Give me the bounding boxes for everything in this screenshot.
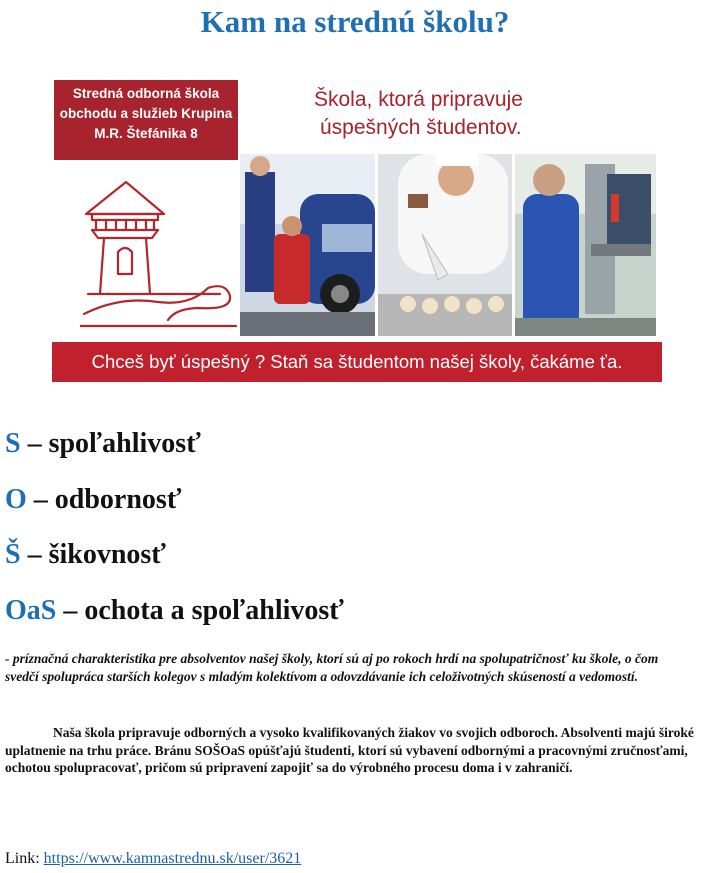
school-banner — [52, 74, 662, 386]
pastry-chef-photo — [378, 154, 512, 336]
page-title: Kam na strednú školu? — [200, 4, 510, 39]
photo-strip — [240, 154, 656, 336]
acronym-letter: O — [5, 484, 27, 515]
machinist-photo — [515, 154, 656, 336]
acronym-meaning: – odbornosť — [26, 484, 182, 515]
acronym-meaning: – spoľahlivosť — [20, 428, 201, 459]
school-name-box — [54, 80, 238, 160]
school-paragraph: Naša škola pripravuje odborných a vysoko kvalifikovaných žiakov vo svojich odboroch. Absolventi majú široké uplatnenie na trhu práce. Bránu SOŠOaS opúšťajú študenti, ktorí sú vybavení odbornými a pracovnými zručnosťami, ochotou spolupracovať, pričom sú pripravení zapojiť sa do výrobného procesu doma i v zahraničí. — [5, 725, 694, 775]
description-text: - príznačná charakteristika pre absolventov našej školy, ktorí sú aj po rokoch hrdí na spolupatričnosť ku škole, o čom svedčí spolupráca starších kolegov s mladým kolektívom a odovzdávanie ich celoživotných skúseností a vedomostí. — [5, 651, 659, 684]
link-line — [5, 850, 301, 868]
school-link[interactable]: https://www.kamnastrednu.sk/user/3621 — [43, 850, 302, 867]
banner-slogan — [314, 86, 614, 142]
auto-mechanic-photo — [240, 154, 375, 336]
school-address-line: M.R. Štefánika 8 — [94, 126, 198, 141]
call-to-action-bar: Chceš byť úspešný ? Staň sa študentom našej školy, čakáme ťa. — [52, 342, 662, 382]
acronym-line-s — [5, 428, 201, 460]
slogan-line: Škola, ktorá pripravuje — [314, 88, 523, 111]
acronym-line-o — [5, 484, 181, 516]
tower-logo-icon — [80, 178, 240, 330]
acronym-line-s-caron — [5, 539, 166, 571]
acronym-letter: OaS — [5, 595, 57, 626]
acronym-meaning: – šikovnosť — [20, 539, 166, 570]
school-name-line: Stredná odborná škola — [72, 86, 220, 101]
acronym-letter: S — [5, 428, 21, 459]
slogan-line: úspešných študentov. — [320, 116, 522, 139]
acronym-letter: Š — [5, 539, 21, 570]
acronym-meaning: – ochota a spoľahlivosť — [56, 595, 344, 626]
link-label: Link: — [5, 850, 44, 867]
acronym-line-oas — [5, 595, 344, 627]
school-name-line: obchodu a služieb Krupina — [59, 106, 233, 121]
